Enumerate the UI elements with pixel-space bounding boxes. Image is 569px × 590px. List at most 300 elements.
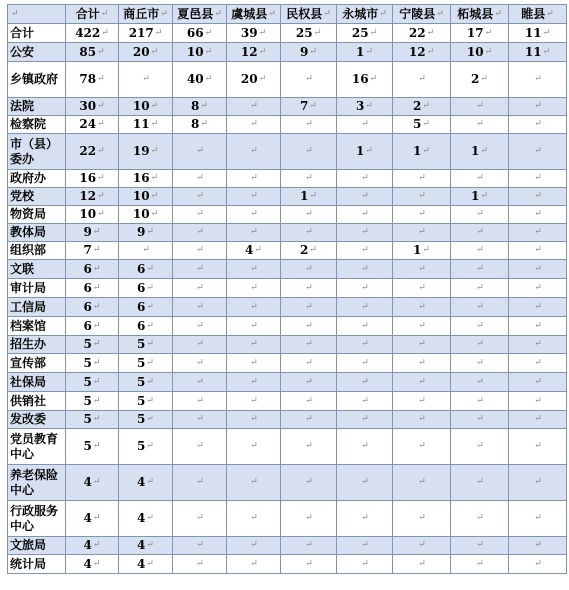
paragraph-mark-icon: ↵ <box>534 301 542 312</box>
value-cell <box>119 317 173 336</box>
paragraph-mark-icon: ↵ <box>534 339 542 349</box>
paragraph-mark-icon: ↵ <box>534 245 542 255</box>
paragraph-mark-icon: ↵ <box>250 119 258 129</box>
paragraph-mark-icon: ↵ <box>534 191 542 201</box>
value-cell <box>119 170 173 188</box>
value-cell <box>119 224 173 242</box>
value-cell <box>173 465 227 501</box>
paragraph-mark-icon: ↵ <box>146 263 154 274</box>
value-cell <box>281 317 337 336</box>
row-label: 发改委 <box>10 412 47 426</box>
paragraph-mark-icon: ↵ <box>160 8 168 19</box>
paragraph-mark-icon: ↵ <box>422 119 430 129</box>
paragraph-mark-icon: ↵ <box>361 395 369 406</box>
value-cell <box>66 336 119 354</box>
paragraph-mark-icon: ↵ <box>476 245 484 255</box>
paragraph-mark-icon: ↵ <box>484 46 493 57</box>
paragraph-mark-icon: ↵ <box>305 263 313 274</box>
paragraph-mark-icon: ↵ <box>476 209 484 219</box>
paragraph-mark-icon: ↵ <box>418 74 426 84</box>
paragraph-mark-icon: ↵ <box>250 263 258 274</box>
cell-value: 5 <box>83 393 92 408</box>
paragraph-mark-icon: ↵ <box>146 540 154 550</box>
value-cell <box>451 354 509 373</box>
value-cell <box>119 373 173 392</box>
paragraph-mark-icon: ↵ <box>313 27 322 38</box>
cell-value: 1 <box>356 144 365 158</box>
paragraph-mark-icon: ↵ <box>196 376 204 387</box>
paragraph-mark-icon: ↵ <box>146 414 154 424</box>
value-cell <box>281 206 337 224</box>
value-cell <box>509 170 567 188</box>
paragraph-mark-icon: ↵ <box>480 191 488 201</box>
paragraph-mark-icon: ↵ <box>534 357 542 368</box>
paragraph-mark-icon: ↵ <box>250 320 258 331</box>
value-cell <box>66 170 119 188</box>
paragraph-mark-icon: ↵ <box>92 414 101 424</box>
cell-value: 22 <box>408 25 426 40</box>
paragraph-mark-icon: ↵ <box>361 173 369 183</box>
row-label-cell <box>8 116 66 134</box>
paragraph-mark-icon: ↵ <box>361 357 369 368</box>
value-cell <box>66 465 119 501</box>
cell-value: 4 <box>137 538 146 552</box>
value-cell <box>66 224 119 242</box>
table-row <box>8 188 567 206</box>
value-cell <box>66 116 119 134</box>
cell-value: 3 <box>356 99 365 113</box>
value-cell <box>509 429 567 465</box>
cell-value: 5 <box>137 374 146 389</box>
cell-value: 17 <box>466 25 484 40</box>
value-cell <box>281 116 337 134</box>
paragraph-mark-icon: ↵ <box>146 301 154 312</box>
paragraph-mark-icon: ↵ <box>305 173 313 183</box>
paragraph-mark-icon: ↵ <box>534 227 542 237</box>
value-cell <box>119 134 173 170</box>
paragraph-mark-icon: ↵ <box>305 209 313 219</box>
paragraph-mark-icon: ↵ <box>250 441 258 451</box>
paragraph-mark-icon: ↵ <box>426 27 435 38</box>
paragraph-mark-icon: ↵ <box>418 558 426 569</box>
paragraph-mark-icon: ↵ <box>150 119 159 129</box>
paragraph-mark-icon: ↵ <box>305 558 313 569</box>
paragraph-mark-icon: ↵ <box>534 119 542 129</box>
value-cell <box>119 188 173 206</box>
column-header <box>119 5 173 24</box>
cell-value: 6 <box>137 318 146 333</box>
value-cell <box>509 373 567 392</box>
value-cell <box>393 242 451 260</box>
paragraph-mark-icon: ↵ <box>323 8 331 19</box>
paragraph-mark-icon: ↵ <box>534 558 542 569</box>
value-cell <box>281 279 337 298</box>
row-label-cell <box>8 429 66 465</box>
value-cell <box>509 188 567 206</box>
cell-value: 6 <box>137 280 146 295</box>
paragraph-mark-icon: ↵ <box>305 301 313 312</box>
value-cell <box>509 62 567 98</box>
paragraph-mark-icon: ↵ <box>150 191 159 201</box>
value-cell <box>173 279 227 298</box>
value-cell <box>66 298 119 317</box>
paragraph-mark-icon: ↵ <box>480 146 488 156</box>
value-cell <box>337 555 393 574</box>
paragraph-mark-icon: ↵ <box>418 320 426 331</box>
paragraph-mark-icon: ↵ <box>92 477 101 487</box>
paragraph-mark-icon: ↵ <box>196 320 204 331</box>
value-cell <box>66 279 119 298</box>
table-row <box>8 411 567 429</box>
paragraph-mark-icon: ↵ <box>305 320 313 331</box>
cell-value: 4 <box>245 243 254 257</box>
cell-value: 10 <box>132 99 150 113</box>
cell-value: 217 <box>128 25 154 40</box>
value-cell <box>173 224 227 242</box>
paragraph-mark-icon: ↵ <box>250 376 258 387</box>
table-row <box>8 24 567 43</box>
value-cell <box>173 298 227 317</box>
paragraph-mark-icon: ↵ <box>361 376 369 387</box>
value-cell <box>281 43 337 62</box>
row-label: 文联 <box>10 261 35 276</box>
value-cell <box>173 373 227 392</box>
paragraph-mark-icon: ↵ <box>365 46 373 57</box>
value-cell <box>451 392 509 411</box>
cell-value: 4 <box>137 511 146 525</box>
value-cell <box>227 373 281 392</box>
value-cell <box>509 260 567 279</box>
paragraph-mark-icon: ↵ <box>204 46 213 57</box>
table-row <box>8 116 567 134</box>
paragraph-mark-icon: ↵ <box>309 191 317 201</box>
value-cell <box>227 411 281 429</box>
paragraph-mark-icon: ↵ <box>484 27 493 38</box>
paragraph-mark-icon: ↵ <box>542 27 551 38</box>
paragraph-mark-icon: ↵ <box>305 441 313 451</box>
paragraph-mark-icon: ↵ <box>476 414 484 424</box>
table-row <box>8 242 567 260</box>
value-cell <box>509 411 567 429</box>
value-cell <box>393 555 451 574</box>
table-row <box>8 354 567 373</box>
row-label-cell <box>8 170 66 188</box>
row-label-cell <box>8 260 66 279</box>
row-label-cell <box>8 373 66 392</box>
paragraph-mark-icon: ↵ <box>196 558 204 569</box>
paragraph-mark-icon: ↵ <box>309 245 317 255</box>
paragraph-mark-icon: ↵ <box>146 282 154 293</box>
paragraph-mark-icon: ↵ <box>196 282 204 293</box>
row-label: 社保局 <box>10 374 47 389</box>
paragraph-mark-icon: ↵ <box>146 227 154 237</box>
paragraph-mark-icon: ↵ <box>150 146 159 156</box>
paragraph-mark-icon: ↵ <box>150 46 159 57</box>
cell-value: 78 <box>79 72 97 86</box>
table-row <box>8 537 567 555</box>
value-cell <box>393 501 451 537</box>
table-row <box>8 224 567 242</box>
value-cell <box>173 24 227 43</box>
value-cell <box>66 555 119 574</box>
value-cell <box>173 170 227 188</box>
paragraph-mark-icon: ↵ <box>250 339 258 349</box>
value-cell <box>173 392 227 411</box>
value-cell <box>337 279 393 298</box>
value-cell <box>227 429 281 465</box>
cell-value: 民权县 <box>286 6 323 21</box>
value-cell <box>451 298 509 317</box>
paragraph-mark-icon: ↵ <box>196 477 204 487</box>
row-label: 宣传部 <box>10 355 47 370</box>
value-cell <box>173 188 227 206</box>
value-cell <box>227 354 281 373</box>
paragraph-mark-icon: ↵ <box>305 540 313 550</box>
paragraph-mark-icon: ↵ <box>258 27 267 38</box>
cell-value: 20 <box>132 44 150 59</box>
table-row <box>8 373 567 392</box>
column-header <box>227 5 281 24</box>
paragraph-mark-icon: ↵ <box>494 8 502 19</box>
paragraph-mark-icon: ↵ <box>305 119 313 129</box>
table-row <box>8 260 567 279</box>
table-row <box>8 134 567 170</box>
paragraph-mark-icon: ↵ <box>250 395 258 406</box>
cell-value: 虞城县 <box>231 6 268 21</box>
paragraph-mark-icon: ↵ <box>146 558 154 569</box>
cell-value: 4 <box>137 475 146 489</box>
value-cell <box>337 43 393 62</box>
value-cell <box>451 134 509 170</box>
cell-value: 5 <box>137 355 146 370</box>
paragraph-mark-icon: ↵ <box>250 477 258 487</box>
value-cell <box>281 170 337 188</box>
paragraph-mark-icon: ↵ <box>418 513 426 523</box>
paragraph-mark-icon: ↵ <box>305 339 313 349</box>
cell-value: 16 <box>132 171 150 185</box>
paragraph-mark-icon: ↵ <box>196 395 204 406</box>
paragraph-mark-icon: ↵ <box>250 209 258 219</box>
value-cell <box>451 501 509 537</box>
cell-value: 25 <box>351 25 369 40</box>
value-cell <box>66 242 119 260</box>
row-label-cell <box>8 279 66 298</box>
cell-value: 25 <box>295 25 313 40</box>
value-cell <box>337 62 393 98</box>
value-cell <box>119 62 173 98</box>
cell-value: 2 <box>413 99 422 113</box>
paragraph-mark-icon: ↵ <box>142 74 150 84</box>
paragraph-mark-icon: ↵ <box>534 146 542 156</box>
paragraph-mark-icon: ↵ <box>142 245 150 255</box>
row-label-cell <box>8 501 66 537</box>
value-cell <box>66 317 119 336</box>
value-cell <box>451 224 509 242</box>
paragraph-mark-icon: ↵ <box>361 339 369 349</box>
value-cell <box>281 501 337 537</box>
cell-value: 1 <box>300 189 309 203</box>
paragraph-mark-icon: ↵ <box>361 245 369 255</box>
paragraph-mark-icon: ↵ <box>196 540 204 550</box>
table-row <box>8 317 567 336</box>
paragraph-mark-icon: ↵ <box>250 558 258 569</box>
row-label: 审计局 <box>10 280 47 295</box>
row-label: 供销社 <box>10 393 47 408</box>
value-cell <box>509 279 567 298</box>
paragraph-mark-icon: ↵ <box>534 477 542 487</box>
paragraph-mark-icon: ↵ <box>422 101 430 111</box>
paragraph-mark-icon: ↵ <box>534 513 542 523</box>
cell-value: 4 <box>83 475 92 489</box>
value-cell <box>451 537 509 555</box>
value-cell <box>337 170 393 188</box>
value-cell <box>337 134 393 170</box>
value-cell <box>119 24 173 43</box>
value-cell <box>393 317 451 336</box>
row-label-cell <box>8 43 66 62</box>
paragraph-mark-icon: ↵ <box>196 209 204 219</box>
paragraph-mark-icon: ↵ <box>361 477 369 487</box>
value-cell <box>66 134 119 170</box>
row-label: 统计局 <box>10 556 47 571</box>
value-cell <box>119 336 173 354</box>
paragraph-mark-icon: ↵ <box>418 357 426 368</box>
cell-value: 10 <box>186 44 204 59</box>
value-cell <box>451 206 509 224</box>
paragraph-mark-icon: ↵ <box>146 477 154 487</box>
cell-value: 6 <box>137 261 146 276</box>
row-label-cell <box>8 317 66 336</box>
paragraph-mark-icon: ↵ <box>369 74 378 84</box>
paragraph-mark-icon: ↵ <box>476 320 484 331</box>
paragraph-mark-icon: ↵ <box>476 376 484 387</box>
value-cell <box>393 336 451 354</box>
paragraph-mark-icon: ↵ <box>250 101 258 111</box>
corner-cell <box>8 5 66 24</box>
paragraph-mark-icon: ↵ <box>196 441 204 451</box>
cell-value: 夏邑县 <box>177 6 214 21</box>
value-cell <box>451 170 509 188</box>
paragraph-mark-icon: ↵ <box>150 101 159 111</box>
paragraph-mark-icon: ↵ <box>418 414 426 424</box>
paragraph-mark-icon: ↵ <box>361 119 369 129</box>
value-cell <box>281 260 337 279</box>
value-cell <box>119 98 173 116</box>
value-cell <box>337 206 393 224</box>
table-row <box>8 170 567 188</box>
row-label-cell <box>8 242 66 260</box>
cell-value: 10 <box>466 44 484 59</box>
value-cell <box>119 206 173 224</box>
value-cell <box>393 188 451 206</box>
value-cell <box>281 392 337 411</box>
row-label-cell <box>8 555 66 574</box>
value-cell <box>66 429 119 465</box>
cell-value: 4 <box>83 538 92 552</box>
paragraph-mark-icon: ↵ <box>250 414 258 424</box>
cell-value: 1 <box>356 44 365 59</box>
value-cell <box>227 170 281 188</box>
value-cell <box>509 555 567 574</box>
row-label: 档案馆 <box>10 318 47 333</box>
cell-value: 85 <box>79 44 97 59</box>
paragraph-mark-icon: ↵ <box>305 395 313 406</box>
value-cell <box>393 537 451 555</box>
row-label: 公安 <box>10 44 35 59</box>
table-body <box>8 5 567 574</box>
value-cell <box>337 116 393 134</box>
cell-value: 2 <box>300 243 309 257</box>
paragraph-mark-icon: ↵ <box>476 558 484 569</box>
paragraph-mark-icon: ↵ <box>146 513 154 523</box>
paragraph-mark-icon: ↵ <box>97 101 105 111</box>
paragraph-mark-icon: ↵ <box>546 8 554 19</box>
paragraph-mark-icon: ↵ <box>534 320 542 331</box>
paragraph-mark-icon: ↵ <box>361 227 369 237</box>
cell-value: 1 <box>413 144 422 158</box>
value-cell <box>227 242 281 260</box>
value-cell <box>281 134 337 170</box>
value-cell <box>173 555 227 574</box>
value-cell <box>337 24 393 43</box>
cell-value: 5 <box>413 117 422 131</box>
paragraph-mark-icon: ↵ <box>305 376 313 387</box>
cell-value: 1 <box>471 189 480 203</box>
value-cell <box>393 354 451 373</box>
cell-value: 1 <box>413 243 422 257</box>
value-cell <box>509 501 567 537</box>
cell-value: 9 <box>83 225 92 239</box>
paragraph-mark-icon: ↵ <box>305 513 313 523</box>
value-cell <box>66 537 119 555</box>
paragraph-mark-icon: ↵ <box>379 8 387 19</box>
paragraph-mark-icon: ↵ <box>534 209 542 219</box>
paragraph-mark-icon: ↵ <box>250 191 258 201</box>
paragraph-mark-icon: ↵ <box>361 414 369 424</box>
value-cell <box>173 260 227 279</box>
table-row <box>8 43 567 62</box>
value-cell <box>281 537 337 555</box>
paragraph-mark-icon: ↵ <box>97 173 105 183</box>
row-label-cell <box>8 411 66 429</box>
paragraph-mark-icon: ↵ <box>476 339 484 349</box>
paragraph-mark-icon: ↵ <box>418 540 426 550</box>
paragraph-mark-icon: ↵ <box>305 357 313 368</box>
paragraph-mark-icon: ↵ <box>476 301 484 312</box>
value-cell <box>451 98 509 116</box>
value-cell <box>119 116 173 134</box>
paragraph-mark-icon: ↵ <box>361 513 369 523</box>
cell-value: 6 <box>83 299 92 314</box>
paragraph-mark-icon: ↵ <box>309 101 317 111</box>
value-cell <box>451 260 509 279</box>
column-header <box>173 5 227 24</box>
row-label-cell <box>8 24 66 43</box>
value-cell <box>337 354 393 373</box>
cell-value: 6 <box>137 299 146 314</box>
value-cell <box>337 336 393 354</box>
value-cell <box>451 242 509 260</box>
value-cell <box>337 392 393 411</box>
value-cell <box>509 242 567 260</box>
value-cell <box>173 62 227 98</box>
table-row <box>8 555 567 574</box>
table-row <box>8 501 567 537</box>
paragraph-mark-icon: ↵ <box>309 46 317 57</box>
paragraph-mark-icon: ↵ <box>250 227 258 237</box>
cell-value: 19 <box>132 144 150 158</box>
value-cell <box>173 336 227 354</box>
